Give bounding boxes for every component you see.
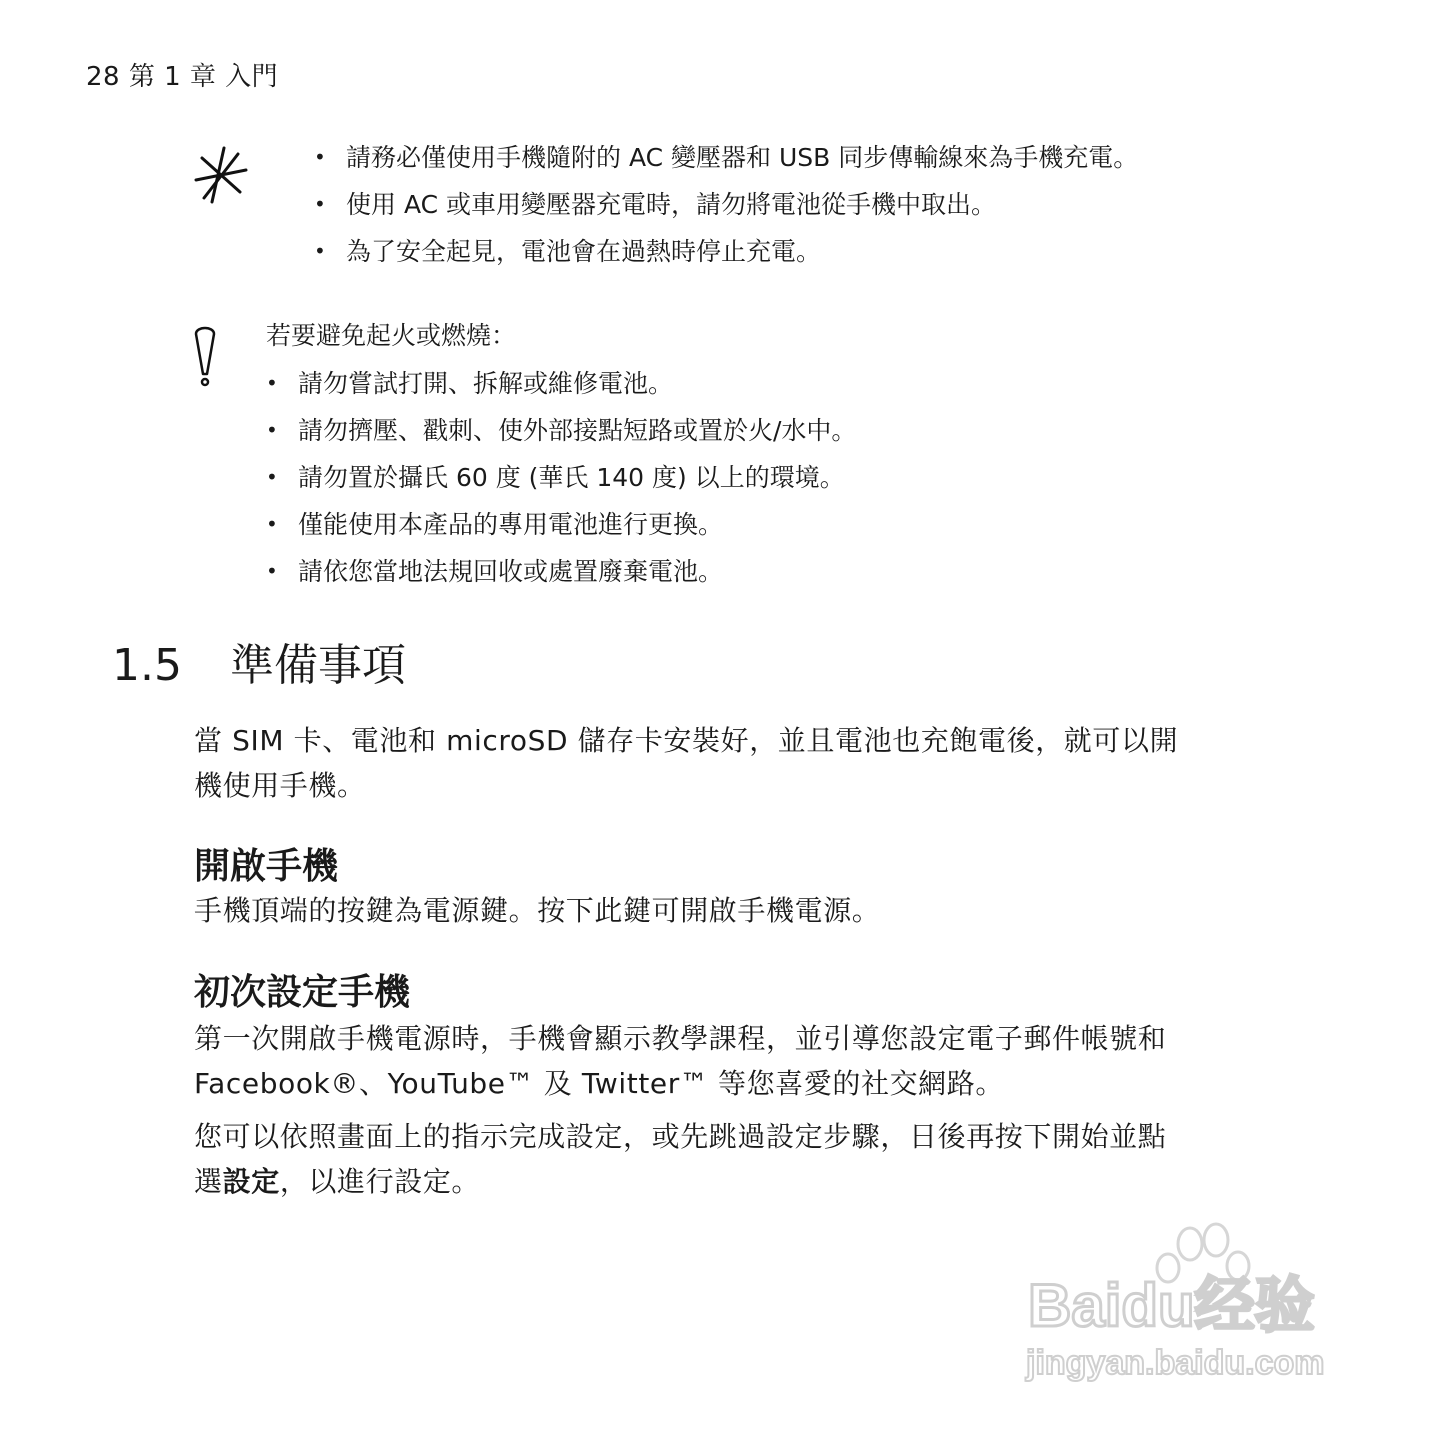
list-item: • 請勿置於攝氏 60 度 (華氏 140 度) 以上的環境。: [266, 463, 845, 492]
list-item-text: 請勿嘗試打開、拆解或維修電池。: [298, 369, 674, 398]
power-on-heading: 開啟手機: [194, 846, 339, 887]
list-item: • 請勿嘗試打開、拆解或維修電池。: [266, 369, 674, 398]
list-item-text: 使用 AC 或車用變壓器充電時，請勿將電池從手機中取出。: [346, 190, 997, 219]
text-segment: ，以進行設定。: [279, 1165, 481, 1198]
list-item: • 為了安全起見，電池會在過熱時停止充電。: [314, 237, 822, 266]
text-line: Facebook®、YouTube™ 及 Twitter™ 等您喜愛的社交網路。: [194, 1067, 1004, 1100]
baidu-watermark-logo: [1020, 1222, 1360, 1392]
first-setup-paragraph-1: [194, 1016, 1304, 1106]
section-number: 1.5: [112, 640, 182, 691]
text-line: 您可以依照畫面上的指示完成設定，或先跳過設定步驟，日後再按下開始並點: [194, 1120, 1167, 1153]
asterisk-tip-icon: [190, 144, 250, 206]
list-item: • 請勿擠壓、戳刺、使外部接點短路或置於火/水中。: [266, 416, 857, 445]
list-item-text: 請務必僅使用手機隨附的 AC 變壓器和 USB 同步傳輸線來為手機充電。: [346, 143, 1139, 172]
section-intro: [194, 718, 1304, 808]
section-title: 準備事項: [230, 640, 406, 691]
power-on-text: 手機頂端的按鍵為電源鍵。按下此鍵可開啟手機電源。: [194, 894, 881, 927]
text-line: 當 SIM 卡、電池和 microSD 儲存卡安裝好，並且電池也充飽電後，就可以開: [194, 724, 1179, 757]
list-item: • 僅能使用本產品的專用電池進行更換。: [266, 510, 724, 539]
text-line: [194, 1159, 1304, 1204]
exclamation-warning-icon: [192, 324, 218, 388]
section-heading: [112, 636, 406, 696]
first-setup-paragraph-2: [194, 1114, 1304, 1204]
list-item: • 請務必僅使用手機隨附的 AC 變壓器和 USB 同步傳輸線來為手機充電。: [314, 143, 1139, 172]
list-item-text: 僅能使用本產品的專用電池進行更換。: [298, 510, 724, 539]
running-head: 28 第 1 章 入門: [86, 62, 279, 92]
tip-list: [314, 134, 1138, 275]
text-line: 第一次開啟手機電源時，手機會顯示教學課程，並引導您設定電子郵件帳號和: [194, 1022, 1167, 1055]
watermark-brand: Baidu经验: [1028, 1272, 1315, 1339]
list-item: • 請依您當地法規回收或處置廢棄電池。: [266, 557, 724, 586]
warning-intro: 若要避免起火或燃燒：: [266, 321, 517, 350]
settings-term: 設定: [222, 1165, 280, 1198]
list-item-text: 為了安全起見，電池會在過熱時停止充電。: [346, 237, 822, 266]
text-line: 機使用手機。: [194, 769, 366, 802]
watermark-url: jingyan.baidu.com: [1026, 1344, 1325, 1382]
list-item: • 使用 AC 或車用變壓器充電時，請勿將電池從手機中取出。: [314, 190, 997, 219]
list-item-text: 請勿擠壓、戳刺、使外部接點短路或置於火/水中。: [298, 416, 857, 445]
text-segment: 選: [194, 1165, 223, 1198]
list-item-text: 請依您當地法規回收或處置廢棄電池。: [298, 557, 724, 586]
first-setup-heading: 初次設定手機: [194, 972, 411, 1013]
warning-list: [266, 360, 856, 595]
list-item-text: 請勿置於攝氏 60 度 (華氏 140 度) 以上的環境。: [298, 463, 845, 492]
